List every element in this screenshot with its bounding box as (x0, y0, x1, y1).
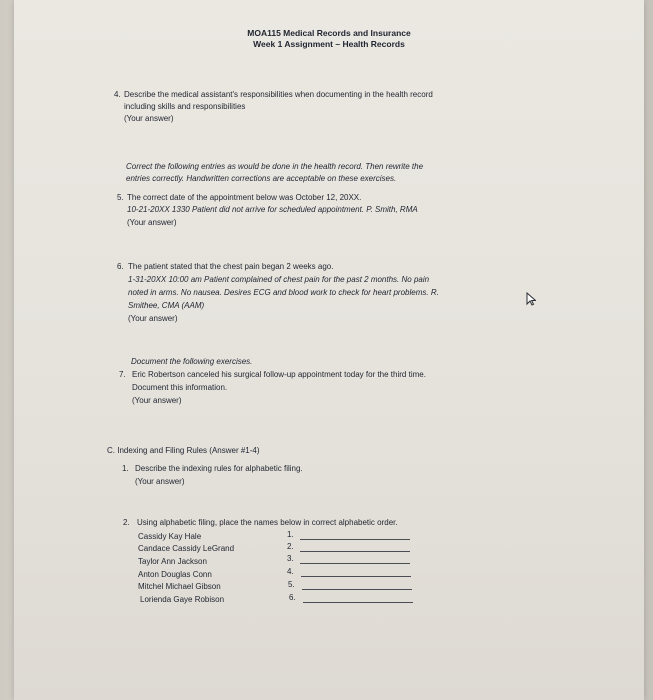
answer-blank[interactable] (301, 576, 411, 577)
q7-answer[interactable]: (Your answer) (132, 396, 182, 405)
document-instructions: Document the following exercises. (131, 357, 253, 366)
q4-answer[interactable]: (Your answer) (124, 114, 174, 123)
c2-text: Using alphabetic filing, place the names below in correct alphabetic order. (137, 518, 398, 527)
q5-entry: 10-21-20XX 1330 Patient did not arrive for scheduled appointment. P. Smith, RMA (127, 205, 418, 214)
q5-number: 5. (117, 193, 124, 202)
section-c-heading: C. Indexing and Filing Rules (Answer #1-4) (107, 446, 260, 455)
q5-text: The correct date of the appointment below was October 12, 20XX. (127, 193, 362, 202)
c1-answer[interactable]: (Your answer) (135, 477, 185, 486)
q6-entry-line1: 1-31-20XX 10:00 am Patient complained of chest pain for the past 2 months. No pain (128, 275, 430, 284)
name-item: Lorienda Gaye Robison (140, 595, 225, 604)
q6-number: 6. (117, 262, 124, 271)
slot-number: 5. (288, 580, 295, 589)
q7-text-line1: Eric Robertson canceled his surgical follow-up appointment today for the third time. (132, 370, 426, 379)
name-item: Taylor Ann Jackson (138, 557, 207, 566)
correction-instructions-line2: entries correctly. Handwritten corrections are acceptable on these exercises. (126, 174, 397, 183)
name-item: Anton Douglas Conn (138, 570, 212, 579)
answer-blank[interactable] (300, 551, 410, 552)
q4-text-line1: Describe the medical assistant's responsibilities when documenting in the health record (124, 90, 433, 99)
slot-number: 6. (289, 593, 296, 602)
q7-text-line2: Document this information. (132, 383, 228, 392)
q6-answer[interactable]: (Your answer) (128, 314, 178, 323)
name-item: Mitchel Michael Gibson (138, 582, 221, 591)
answer-blank[interactable] (300, 539, 410, 540)
c2-number: 2. (123, 518, 130, 527)
q5-answer[interactable]: (Your answer) (127, 218, 177, 227)
answer-blank[interactable] (300, 563, 410, 564)
correction-instructions-line1: Correct the following entries as would be done in the health record. Then rewrite the (126, 162, 424, 171)
course-title: MOA115 Medical Records and Insurance (247, 28, 411, 38)
name-item: Candace Cassidy LeGrand (138, 544, 235, 553)
q6-entry-line2: noted in arms. No nausea. Desires ECG and blood work to check for heart problems. R. (128, 288, 439, 297)
q4-number: 4. (114, 90, 121, 99)
document-page (14, 0, 644, 700)
c1-text: Describe the indexing rules for alphabetic filing. (135, 464, 303, 473)
slot-number: 2. (287, 542, 294, 551)
c1-number: 1. (122, 464, 129, 473)
q6-entry-line3: Smithee, CMA (AAM) (128, 301, 205, 310)
q6-text: The patient stated that the chest pain began 2 weeks ago. (128, 262, 334, 271)
slot-number: 4. (287, 567, 294, 576)
slot-number: 1. (287, 530, 294, 539)
slot-number: 3. (287, 554, 294, 563)
q7-number: 7. (119, 370, 126, 379)
answer-blank[interactable] (302, 589, 412, 590)
answer-blank[interactable] (303, 602, 413, 603)
name-item: Cassidy Kay Hale (138, 532, 202, 541)
q4-text-line2: including skills and responsibilities (124, 102, 246, 111)
assignment-title: Week 1 Assignment – Health Records (253, 39, 405, 49)
